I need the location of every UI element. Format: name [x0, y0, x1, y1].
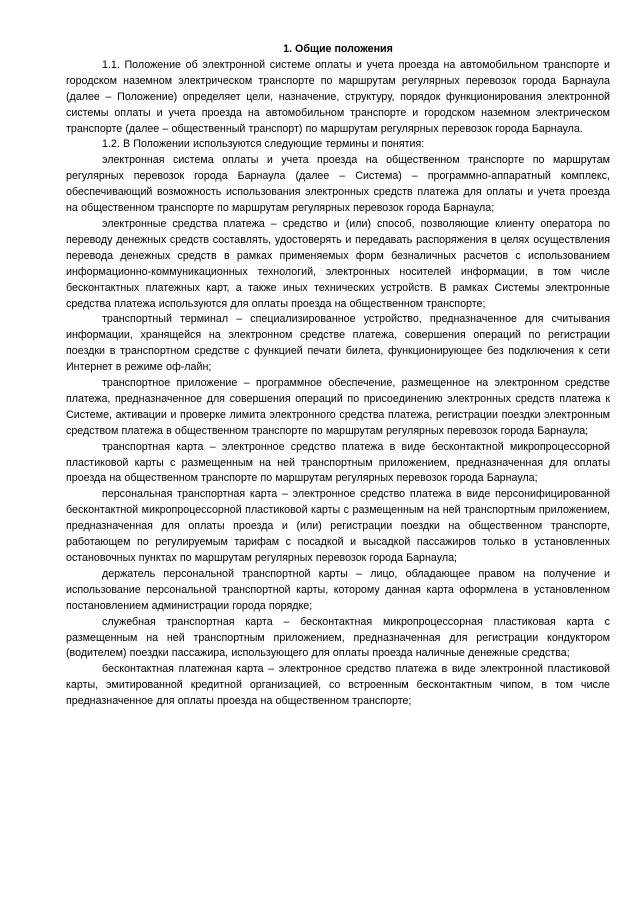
section-title: 1. Общие положения [283, 43, 393, 55]
definition-service-card: служебная транспортная карта – бесконтактная микропроцессорная пластиковая карта с размещенным на ней транспортным приложением, предназначенная для регистрации кондуктором (водителем) поездки пассажира, использующего для оплаты проезда наличные денежные средства; [66, 615, 610, 660]
definition-terminal: транспортный терминал – специализированное устройство, предназначенное для считывания информации, хранящейся на электронном средстве платежа, совершения операций по регистрации поездки в транспортном средстве с функцией печати билета, функционирующее без подключения к сети Интернет в режиме оф-лайн; [66, 313, 610, 374]
definition-payment-means: электронные средства платежа – средство и (или) способ, позволяющие клиенту оператора по переводу денежных средств составлять, удостоверять и передавать распоряжения в целях осуществления перевода денежных средств в рамках применяемых форм безналичных расчетов с использованием информационно-коммуникационных технологий, электронных носителей информации, в том числе бесконтактных платежных карт, а также иных технических устройств. В рамках Системы электронные средства платежа используются для оплаты проезда на общественном транспорте; [66, 217, 610, 310]
paragraph-1-2: 1.2. В Положении используются следующие термины и понятия: [102, 138, 425, 151]
definition-personal-card: персональная транспортная карта – электронное средство платежа в виде персонифицированной бесконтактной микропроцессорной пластиковой карты с размещенным на ней транспортным приложением, предназначенная для оплаты проезда и (или) регистрации поездки на общественном транспорте, работающем по регулируемым тарифам с посадкой и высадкой пассажиров только в установленных остановочных пунктах по маршрутам регулярных перевозок города Барнаула; [66, 488, 610, 564]
definition-transport-app: транспортное приложение – программное обеспечение, размещенное на электронном средстве платежа, предназначенное для совершения операций по присоединению электронных средств платежа к Системе, активации и проверке лимита электронного средства платежа, регистрации поездки электронным средством платежа в общественном транспорте по маршрутам регулярных перевозок города Барнаула; [66, 377, 610, 437]
paragraph-1-1: 1.1. Положение об электронной системе оплаты и учета проезда на автомобильном транспорте и городском наземном электрическом транспорте по маршрутам регулярных перевозок города Барнаула (далее – Положение) определяет цели, назначение, структуру, порядок функционирования электронной системы оплаты и учета проезда на автомобильном транспорте и городском наземном электрическом транспорте (далее – общественный транспорт) по маршрутам регулярных перевозок города Барнаула. [66, 58, 610, 135]
definition-card-holder: держатель персональной транспортной карты – лицо, обладающее правом на получение и использование персональной транспортной карты, которому данная карта оформлена в установленном постановлением администрации города порядке; [66, 567, 610, 612]
definition-contactless-card: бесконтактная платежная карта – электронное средство платежа в виде электронной пластиковой карты, эмитированной кредитной организацией, со встроенным бесконтактным чипом, в том числе предназначенное для оплаты проезда на общественном транспорте; [66, 663, 610, 708]
definition-system: электронная система оплаты и учета проезда на общественном транспорте по маршрутам регулярных перевозок города Барнаула (далее – Система) – программно-аппаратный комплекс, обеспечивающий возможность использования электронных средств платежа для оплаты и учета проезда на общественном транспорте по маршрутам регулярных перевозок города Барнаула; [66, 154, 610, 215]
definition-transport-card: транспортная карта – электронное средство платежа в виде бесконтактной микропроцессорной пластиковой карты с размещенным на ней транспортным приложением, предназначенная для оплаты проезда на общественном транспорте по маршрутам регулярных перевозок города Барнаула; [66, 440, 610, 485]
